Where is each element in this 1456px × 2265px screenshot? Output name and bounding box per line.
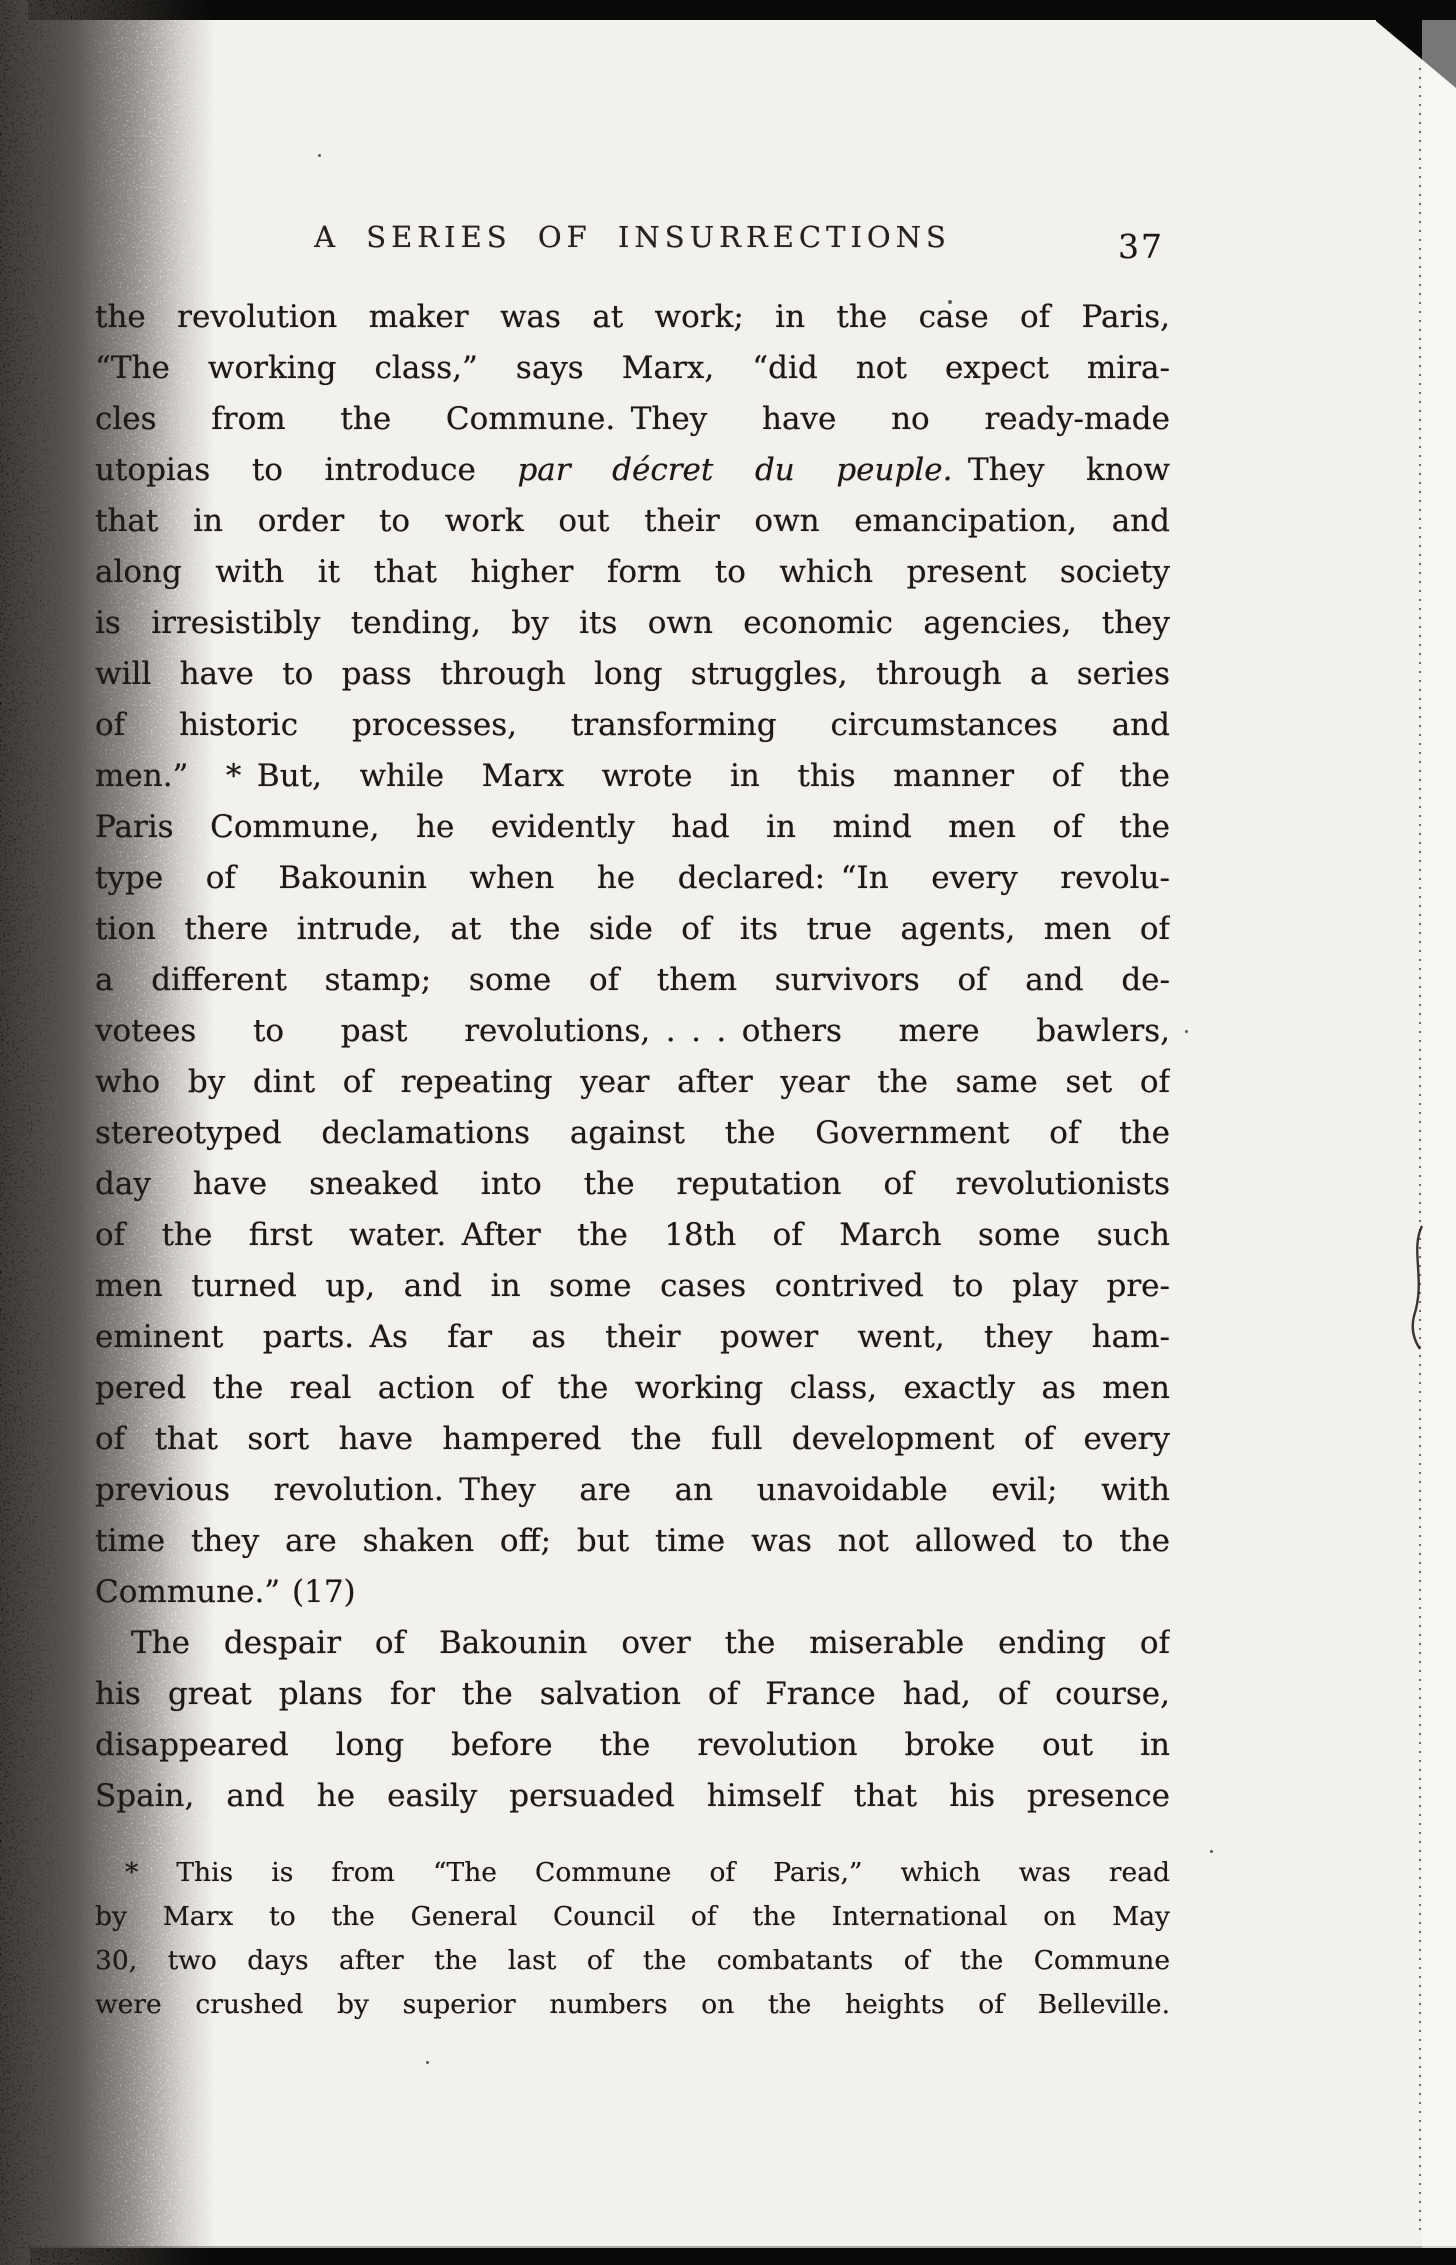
text-line: “The working class,” says Marx, “did not expect mira-: [95, 350, 1170, 386]
text-line: of historic processes, transforming circumstances and: [95, 707, 1170, 743]
text-line: along with it that higher form to which present society: [95, 554, 1170, 590]
text-line: time they are shaken off; but time was not allowed to the: [95, 1523, 1170, 1559]
text-line: pered the real action of the working class, exactly as men: [95, 1370, 1170, 1406]
text-line: men.” * But, while Marx wrote in this manner of the: [95, 758, 1170, 794]
text-line: stereotyped declamations against the Government of the: [95, 1115, 1170, 1151]
text-line: will have to pass through long struggles, through a series: [95, 656, 1170, 692]
text-line: were crushed by superior numbers on the heights of Belleville.: [95, 1989, 1170, 2020]
text-line: * This is from “The Commune of Paris,” which was read: [125, 1857, 1170, 1888]
ink-speck: [1210, 1850, 1213, 1853]
chapter-title: A SERIES OF INSURRECTIONS: [314, 220, 951, 254]
text-line: Paris Commune, he evidently had in mind men of the: [95, 809, 1170, 845]
text-line: by Marx to the General Council of the International on May: [95, 1901, 1170, 1932]
text-line: 30, two days after the last of the combatants of the Commune: [95, 1945, 1170, 1976]
page-outer-margin: [1422, 20, 1456, 2248]
text-line: of the first water. After the 18th of March some such: [95, 1217, 1170, 1253]
text-line: his great plans for the salvation of France had, of course,: [95, 1676, 1170, 1712]
footnote: [95, 1851, 1170, 2027]
page-number: 37: [1118, 227, 1164, 266]
text-line: is irresistibly tending, by its own economic agencies, they: [95, 605, 1170, 641]
text-line: men turned up, and in some cases contrived to play pre-: [95, 1268, 1170, 1304]
text-line: previous revolution. They are an unavoidable evil; with: [95, 1472, 1170, 1508]
text-line: that in order to work out their own emancipation, and: [95, 503, 1170, 539]
text-line: cles from the Commune. They have no ready-made: [95, 401, 1170, 437]
text-line: Commune.” (17): [95, 1574, 356, 1610]
text-line: The despair of Bakounin over the miserable ending of: [131, 1625, 1170, 1661]
text-line: utopias to introduce par décret du peuple. They know: [95, 452, 1170, 488]
text-line: tion there intrude, at the side of its true agents, men of: [95, 911, 1170, 947]
page-edge-dotted-line: [1419, 68, 1421, 2235]
text-line: disappeared long before the revolution broke out in: [95, 1727, 1170, 1763]
italic-phrase: par décret du peuple.: [517, 452, 953, 488]
ink-speck: [1185, 1030, 1188, 1033]
text-line: a different stamp; some of them survivors of and de-: [95, 962, 1170, 998]
text-line: votees to past revolutions, . . . others mere bawlers,: [95, 1013, 1170, 1049]
text-line: Spain, and he easily persuaded himself that his presence: [95, 1778, 1170, 1814]
text-line: who by dint of repeating year after year the same set of: [95, 1064, 1170, 1100]
scan-top-edge-bar: [28, 0, 1456, 20]
ink-speck: [426, 2061, 429, 2064]
ink-speck: [318, 154, 321, 157]
text-line: of that sort have hampered the full development of every: [95, 1421, 1170, 1457]
body-text: [95, 292, 1170, 1822]
text-line: day have sneaked into the reputation of revolutionists: [95, 1166, 1170, 1202]
text-line: eminent parts. As far as their power went, they ham-: [95, 1319, 1170, 1355]
text-line: type of Bakounin when he declared: “In every revolu-: [95, 860, 1170, 896]
text-line: the revolution maker was at work; in the case of Paris,: [95, 299, 1170, 335]
scan-bottom-edge-bar: [30, 2248, 1456, 2265]
page-crease-mark: [1400, 1222, 1436, 1352]
